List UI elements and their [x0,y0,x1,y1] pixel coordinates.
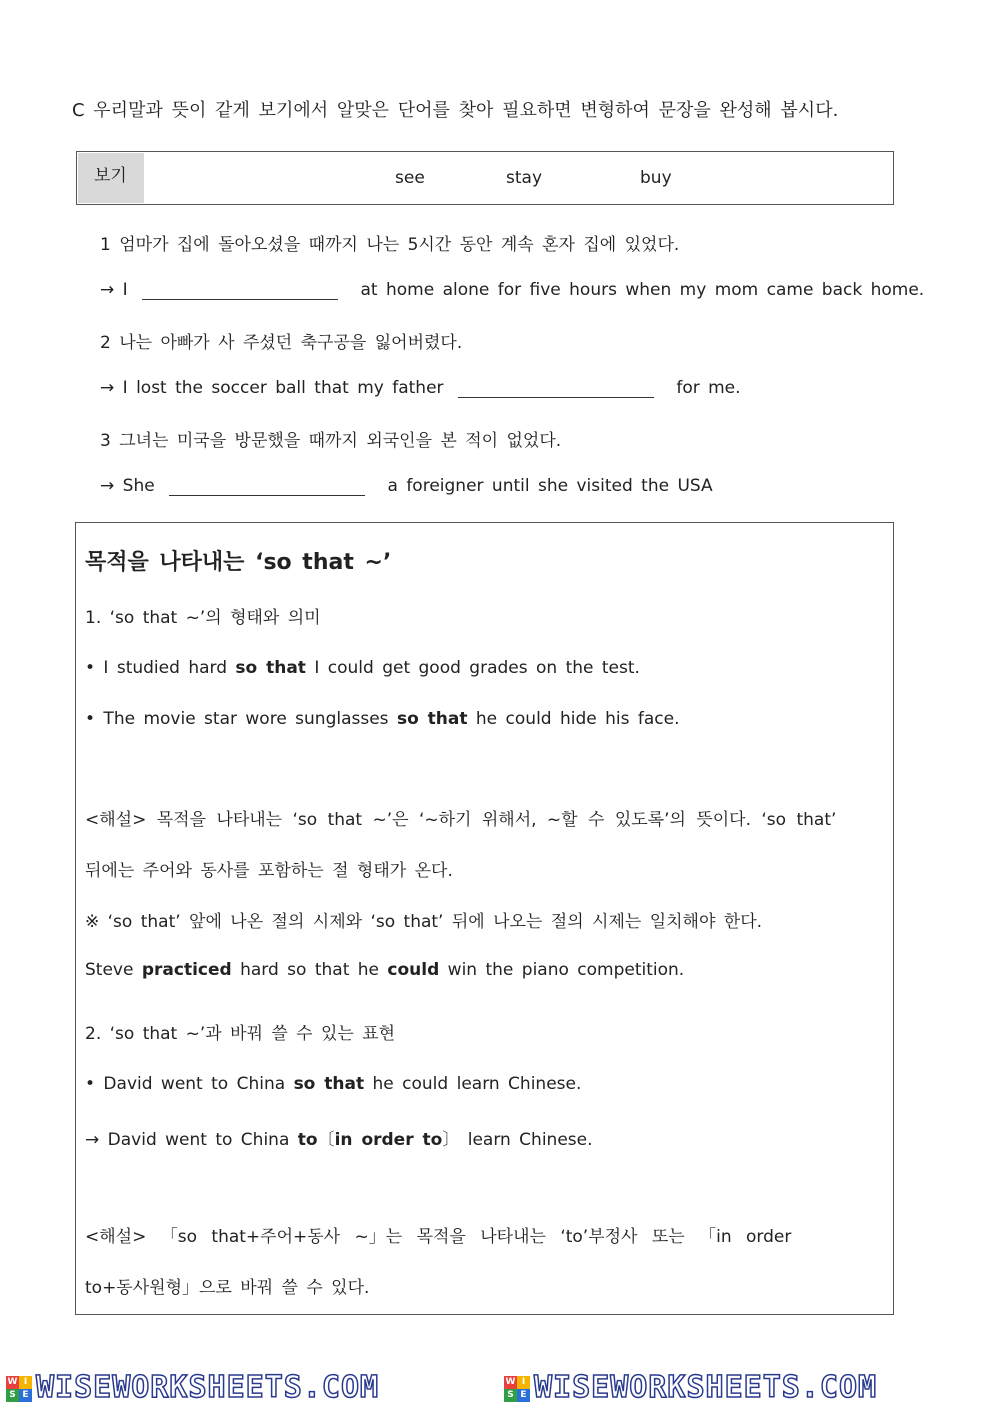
example-text: win the piano competition. [439,960,685,980]
word-bank-word: see [395,168,425,188]
example-keyword: practiced [141,960,232,980]
example-sentence [85,960,684,980]
item-korean: 2 나는 아빠가 사 주셨던 축구공을 잃어버렸다. [100,333,463,353]
logo-text: WISEWORKSHEETS.COM [36,1370,380,1405]
logo-badge-icon [504,1376,530,1402]
example-text: 〔 [317,1130,335,1150]
answer-blank-1[interactable] [142,281,338,300]
sentence-prefix: → She [100,476,155,496]
word-bank-word: stay [506,168,543,188]
part1-title: 1. ‘so that ~’의 형태와 의미 [85,608,321,628]
example-keyword: so that [396,709,468,729]
sentence-prefix: → I lost the soccer ball that my father [100,378,444,398]
example-text: • David went to China [85,1074,294,1094]
sentence-prefix: → I [100,280,128,300]
badge-letter: W [505,1377,516,1387]
instruction: C 우리말과 뜻이 같게 보기에서 알맞은 단어를 찾아 필요하면 변형하여 문장을 완성해 봅시다. [72,100,839,121]
example-keyword: in order to [334,1130,443,1150]
explanation-line: 뒤에는 주어와 동사를 포함하는 절 형태가 온다. [85,861,453,881]
badge-letter: W [7,1377,18,1387]
explanation-line: <해설> 「so that+주어+동사 ~」는 목적을 나타내는 ‘to’부정사 또는 「in order [85,1227,792,1247]
example-sentence [85,709,680,729]
tense-note: ※ ‘so that’ 앞에 나온 절의 시제와 ‘so that’ 뒤에 나오는 절의 시제는 일치해야 한다. [85,912,763,932]
item-sentence [100,476,713,496]
part2-title: 2. ‘so that ~’과 바꿔 쓸 수 있는 표현 [85,1024,396,1044]
footer-logo [6,1370,496,1406]
example-text: he could hide his face. [467,709,680,729]
example-keyword: so that [235,658,306,678]
footer-logo [504,1370,994,1406]
explanation-line: to+동사원형」으로 바꿔 쓸 수 있다. [85,1278,370,1298]
explanation-line: <해설> 목적을 나타내는 ‘so that ~’은 ‘~하기 위해서, ~할 수 있도록’의 뜻이다. ‘so that’ [85,810,837,830]
badge-letter: S [504,1389,517,1402]
example-sentence [85,1125,593,1150]
answer-blank-2[interactable] [458,379,654,398]
sentence-suffix: a foreigner until she visited the USA [387,476,713,496]
item-sentence [100,280,924,300]
example-sentence [85,1074,581,1094]
badge-letter: S [6,1389,19,1402]
logo-badge-icon [6,1376,32,1402]
example-text: hard so that he [231,960,388,980]
item-sentence [100,378,741,398]
word-bank-box [76,151,894,205]
example-text: Steve [85,960,142,980]
example-sentence [85,658,640,678]
badge-letter: E [517,1389,530,1402]
example-keyword: so that [293,1074,365,1094]
grammar-title: 목적을 나타내는 ‘so that ~’ [85,550,392,575]
badge-letter: I [19,1376,32,1389]
word-bank-word: buy [640,168,672,188]
example-keyword: could [387,960,440,980]
badge-letter: I [517,1376,530,1389]
item-korean: 3 그녀는 미국을 방문했을 때까지 외국인을 본 적이 없었다. [100,431,562,451]
logo-text: WISEWORKSHEETS.COM [534,1370,878,1405]
example-text: I could get good grades on the test. [305,658,640,678]
example-text: → David went to China [85,1130,298,1150]
sentence-suffix: for me. [676,378,741,398]
example-text: • The movie star wore sunglasses [85,709,397,729]
word-bank-label: 보기 [78,153,144,203]
answer-blank-3[interactable] [169,477,365,496]
badge-letter: E [19,1389,32,1402]
grammar-box [75,522,894,1315]
example-text: he could learn Chinese. [364,1074,582,1094]
example-text: • I studied hard [85,658,236,678]
sentence-suffix: at home alone for five hours when my mom came back home. [360,280,925,300]
example-keyword: to [297,1130,318,1150]
example-text: 〕 learn Chinese. [442,1130,593,1150]
item-korean: 1 엄마가 집에 돌아오셨을 때까지 나는 5시간 동안 계속 혼자 집에 있었다. [100,235,680,255]
